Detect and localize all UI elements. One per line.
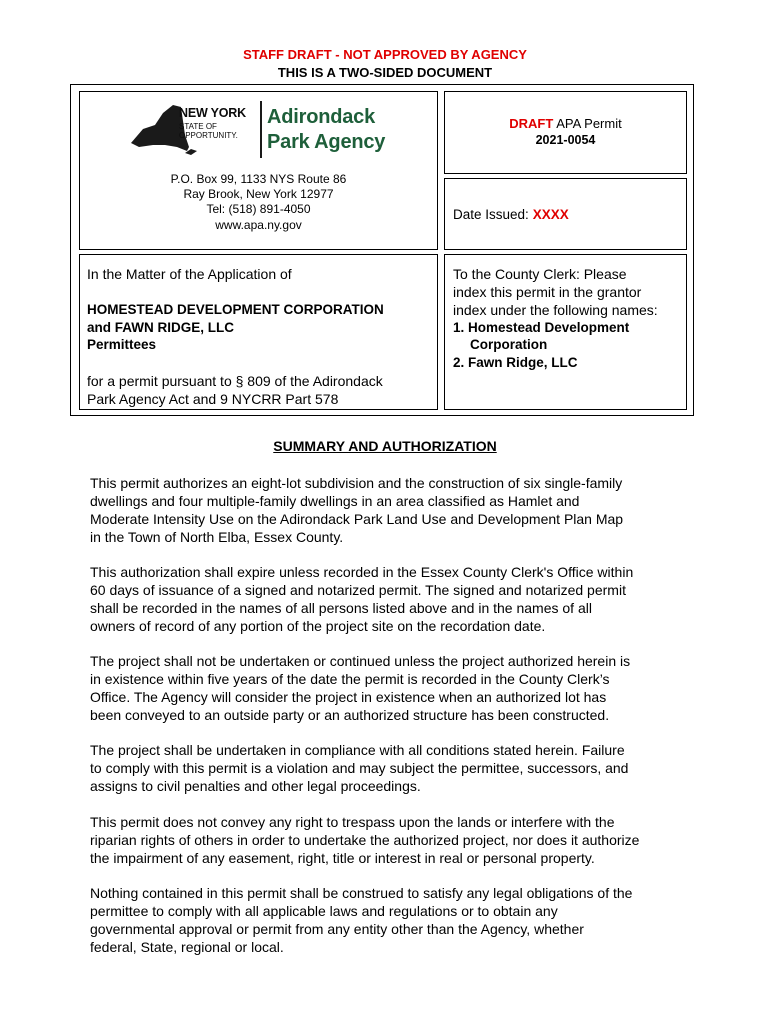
two-sided-notice: THIS IS A TWO-SIDED DOCUMENT [277,65,493,80]
paragraph-line: to comply with this permit is a violation and may subject the permittee, successors, and [90,760,629,776]
grantor-name: Corporation [470,337,548,352]
permit-number: 2021-0054 [535,133,596,147]
applicant-line: HOMESTEAD DEVELOPMENT CORPORATION [87,302,384,317]
grantor-name: 2. Fawn Ridge, LLC [453,355,578,370]
ny-tagline-1: STATE OF [179,122,217,131]
paragraph-line: 60 days of issuance of a signed and notarized permit. The signed and notarized permit [90,582,626,598]
logo-divider [260,101,262,158]
date-issued-label: Date Issued: [453,207,529,222]
summary-paragraph [90,741,690,795]
paragraph-line: the impairment of any easement, right, title or interest in real or personal property. [90,850,595,866]
address-line: P.O. Box 99, 1133 NYS Route 86 [170,172,347,186]
paragraph-line: The project shall be undertaken in compliance with all conditions stated herein. Failure [90,742,625,758]
purpose-line: for a permit pursuant to § 809 of the Adirondack [87,373,383,389]
permit-title [444,116,687,131]
paragraph-line: This permit does not convey any right to trespass upon the lands or interfere with the [90,814,615,830]
summary-paragraph [90,652,690,724]
paragraph-line: This authorization shall expire unless recorded in the Essex County Clerk's Office within [90,564,634,580]
clerk-instruction: index under the following names: [453,302,658,318]
paragraph-line: Nothing contained in this permit shall be construed to satisfy any legal obligations of the [90,885,633,901]
section-title: SUMMARY AND AUTHORIZATION [273,438,497,454]
clerk-instruction: To the County Clerk: Please [453,266,627,282]
agency-name-line2: Park Agency [267,131,386,153]
paragraph-line: assigns to civil penalties and other legal proceedings. [90,778,421,794]
matter-intro: In the Matter of the Application of [87,266,292,282]
website-line: www.apa.ny.gov [215,218,302,232]
draft-notice: STAFF DRAFT - NOT APPROVED BY AGENCY [243,47,527,62]
date-issued [453,207,569,222]
paragraph-line: This permit authorizes an eight-lot subdivision and the construction of six single-family [90,475,623,491]
paragraph-line: been conveyed to an outside party or an authorized structure has been constructed. [90,707,610,723]
paragraph-line: Office. The Agency will consider the project in existence when an authorized lot has [90,689,607,705]
paragraph-line: shall be recorded in the names of all persons listed above and in the names of all [90,600,592,616]
clerk-instruction: index this permit in the grantor [453,284,642,300]
paragraph-line: permittee to comply with all applicable laws and regulations or to obtain any [90,903,558,919]
purpose-line: Park Agency Act and 9 NYCRR Part 578 [87,391,339,407]
paragraph-line: in the Town of North Elba, Essex County. [90,529,344,545]
ny-wordmark: NEW YORK [179,106,246,120]
paragraph-line: owners of record of any portion of the project site on the recordation date. [90,618,546,634]
address-line: Ray Brook, New York 12977 [183,187,334,201]
paragraph-line: riparian rights of others in order to undertake the authorized project, nor does it authorize [90,832,640,848]
summary-paragraph [90,813,690,867]
grantor-name: 1. Homestead Development [453,320,630,335]
applicant-role: Permittees [87,337,157,352]
ny-tagline-2: OPPORTUNITY. [179,131,238,140]
permit-title-text: APA Permit [556,116,622,131]
paragraph-line: Moderate Intensity Use on the Adirondack Park Land Use and Development Plan Map [90,511,624,527]
paragraph-line: The project shall not be undertaken or continued unless the project authorized herein is [90,653,631,669]
summary-paragraph [90,884,690,956]
paragraph-line: federal, State, regional or local. [90,939,284,955]
draft-label: DRAFT [509,116,554,131]
phone-line: Tel: (518) 891-4050 [206,202,311,216]
paragraph-line: dwellings and four multiple-family dwellings in an area classified as Hamlet and [90,493,580,509]
summary-paragraph [90,563,690,635]
summary-paragraph [90,474,690,546]
applicant-line: and FAWN RIDGE, LLC [87,320,234,335]
date-issued-value: XXXX [532,207,569,222]
agency-name-line1: Adirondack [267,106,376,128]
paragraph-line: governmental approval or permit from any entity other than the Agency, whether [90,921,584,937]
paragraph-line: in existence within five years of the date the permit is recorded in the County Clerk’s [90,671,610,687]
